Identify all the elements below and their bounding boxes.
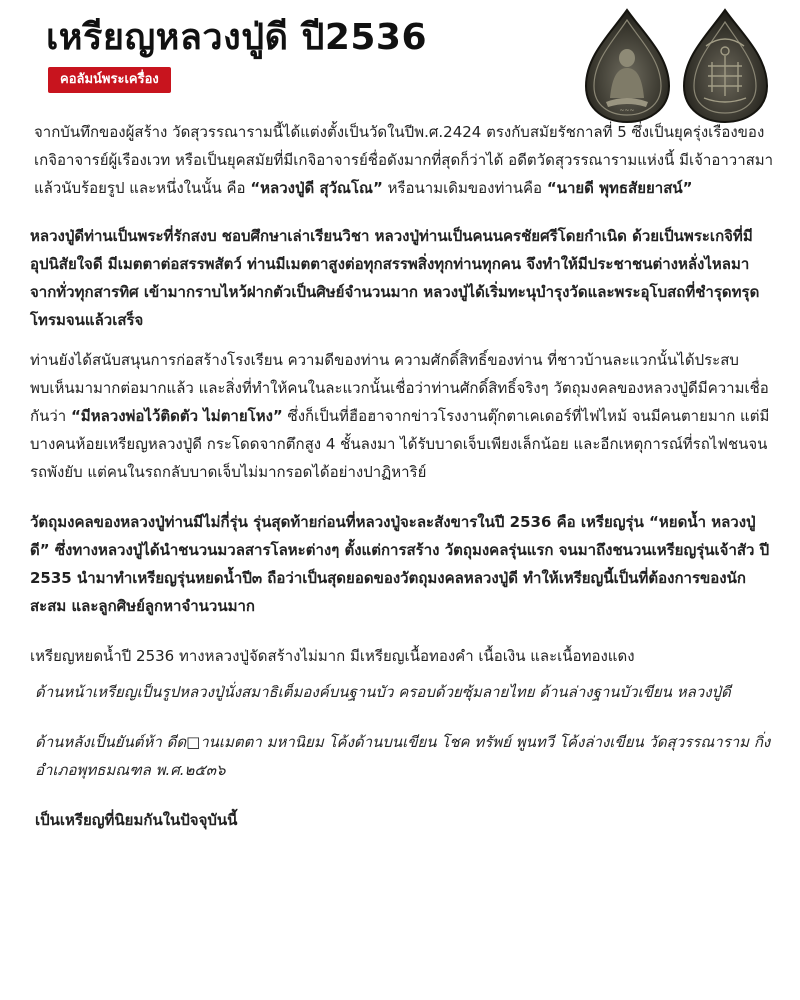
- paragraph-coin-materials: เหรียญหยดน้ำปี 2536 ทางหลวงปู่จัดสร้างไม่มาก มีเหรียญเนื้อทองคำ เนื้อเงิน และเนื้อทองแดง: [30, 647, 635, 665]
- intro-bold-1: “หลวงปู่ดี สุวัณโณ”: [250, 179, 383, 197]
- paragraph-conclusion: เป็นเหรียญที่นิยมกันในปัจจุบันนี้: [35, 811, 238, 829]
- paragraph-coin-back: ด้านหลังเป็นยันต์ห้า ดีด□านเมตตา มหานิยม โค้งด้านบนเขียน โชค ทรัพย์ พูนทวี โค้งล่างเขียน วัดสุวรรณาราม กิ่งอำเภอพุทธมณฑล พ.ศ.๒๕๓๖: [35, 733, 771, 779]
- paragraph-amulet-series: วัตถุมงคลของหลวงปู่ท่านมีไม่กี่รุ่น รุ่นสุดท้ายก่อนที่หลวงปู่จะละสังขารในปี 2536 คือ เหรียญรุ่น “หยดน้ำ หลวงปู่ดี” ซึ่งทางหลวงปู่ได้นำชนวนมวลสารโลหะต่างๆ ตั้งแต่การสร้าง วัตถุมงคลรุ่นแรก จนมาถึงชนวนเหรียญรุ่นเจ้าสัว ปี 2535 นำมาทำเหรียญรุ่นหยดน้ำปี๓ ถือว่าเป็นสุดยอดของวัตถุมงคลหลวงปู่ดี ทำให้เหรียญนี้เป็นที่ต้องการของนักสะสม และลูกศิษย์ลูกหาจำนวนมาก: [30, 513, 770, 615]
- amulet-back-image: [678, 6, 773, 126]
- svg-text:~~~: ~~~: [619, 107, 635, 114]
- amulet-front-image: [580, 6, 675, 126]
- intro-text-2: หรือนามเดิมของท่านคือ: [382, 179, 547, 197]
- article-body: [30, 118, 775, 834]
- paragraph-coin-front: ด้านหน้าเหรียญเป็นรูปหลวงปู่นั่งสมาธิเต็มองค์บนฐานบัว ครอบด้วยซุ้มลายไทย ด้านล่างฐานบัวเขียน หลวงปู่ดี: [35, 683, 731, 701]
- intro-bold-2: “นายดี พุทธสัยยาสน์”: [546, 179, 693, 197]
- paragraph-intro: [30, 118, 775, 202]
- category-badge[interactable]: คอลัมน์พระเครื่อง: [48, 67, 171, 93]
- miracles-text-1: ท่านยังได้สนับสนุนการก่อสร้างโรงเรียน ความดีของท่าน ความศักดิ์สิทธิ์ของท่าน ที่ชาวบ้านละแวกนั้นได้ประสบพบเห็นมามากต่อมากแล้ว และสิ่งที่ทำให้คนในละแวกนั้นเชื่อว่าท่านศักดิ์สิทธิ์จริงๆ วัตถุมงคลของหลวงปู่ดีมีความเชื่อกันว่า: [30, 351, 769, 425]
- intro-text-1: จากบันทึกของผู้สร้าง วัดสุวรรณารามนี้ได้แต่งตั้งเป็นวัดในปีพ.ศ.2424 ตรงกับสมัยรัชกาลที่ 5 ซึ่งเป็นยุครุ่งเรืองของเกจิอาจารย์ผู้เรืองเวท หรือเป็นยุคสมัยที่มีเกจิอาจารย์ชื่อดังมากที่สุดก็ว่าได้ อดีตวัดสุวรรณารามแห่งนี้ มีเจ้าอาวาสมาแล้วนับร้อยรูป และหนึ่งในนั้น คือ: [34, 123, 774, 197]
- paragraph-biography: หลวงปู่ดีท่านเป็นพระที่รักสงบ ชอบศึกษาเล่าเรียนวิชา หลวงปู่ท่านเป็นคนนครชัยศรีโดยกำเนิด ด้วยเป็นพระเกจิที่มีอุปนิสัยใจดี มีเมตตาต่อสรรพสัตว์ ท่านมีเมตตาสูงต่อทุกสรรพสิ่งทุกท่านทุกคน จึงทำให้มีประชาชนต่างหลั่งไหลมาจากทั่วทุกสารทิศ เข้ามากราบไหว้ฝากตัวเป็นศิษย์จำนวนมาก หลวงปู่ได้เริ่มทะนุบำรุงวัดและพระอุโบสถที่ชำรุดทรุดโทรมจนแล้วเสร็จ: [30, 227, 760, 329]
- article-title: เหรียญหลวงปู่ดี ปี2536: [46, 17, 428, 58]
- paragraph-miracles: [30, 346, 775, 486]
- miracles-bold: “มีหลวงพ่อไว้ติดตัว ไม่ตายโหง”: [70, 407, 283, 425]
- miracles-text-2: ซึ่งก็เป็นที่ฮือฮาจากข่าวโรงงานตุ๊กตาเคเดอร์ที่ไฟไหม้ จนมีคนตายมาก แต่มีบางคนห้อยเหรียญหลวงปู่ดี กระโดดจากตึกสูง 4 ชั้นลงมา ได้รับบาดเจ็บเพียงเล็กน้อย และอีกเหตุการณ์ที่รถไฟชนจนรถพังยับ แต่คนในรถกลับบาดเจ็บไม่มากรอดได้อย่างปาฏิหาริย์: [30, 407, 770, 481]
- amulet-images: [580, 6, 775, 126]
